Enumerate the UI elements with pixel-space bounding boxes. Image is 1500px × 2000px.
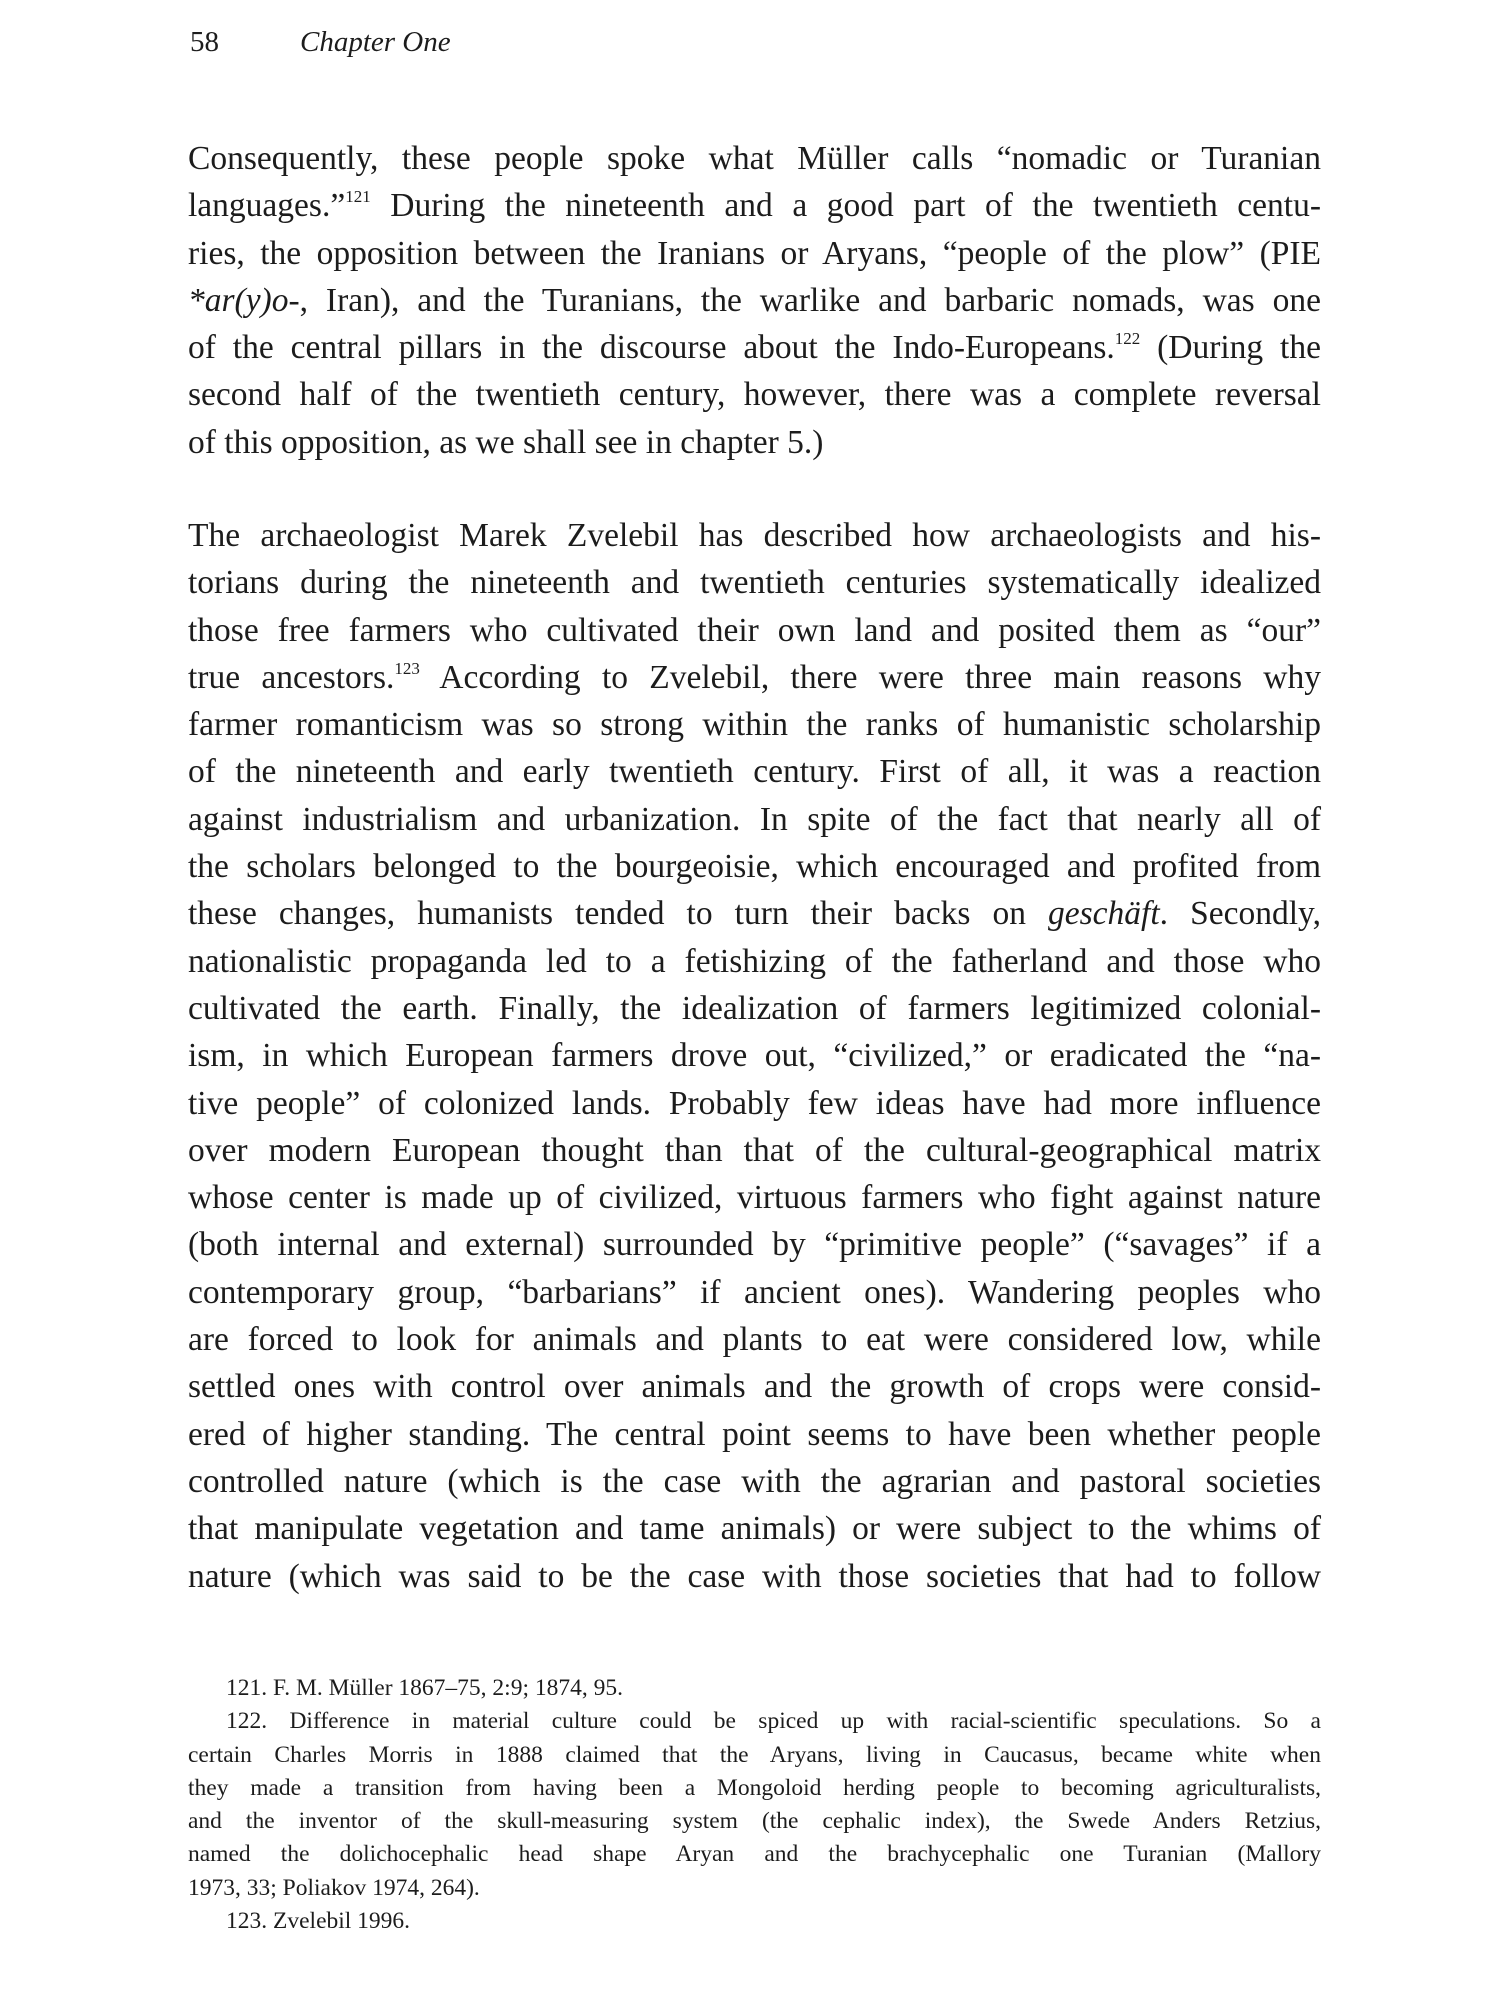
footnote-ref-123[interactable]: 123 [394, 658, 420, 678]
text-run: According to Zvelebil, there were three main reasons why [419, 658, 1321, 696]
text-line: contemporary group, “barbarians” if ancient ones). Wandering peoples who [188, 1273, 1321, 1311]
text-line: of the nineteenth and early twentieth century. First of all, it was a reaction [188, 753, 1321, 791]
text-line: cultivated the earth. Finally, the idealization of farmers legitimized colonial- [188, 989, 1321, 1027]
text-run: During the nineteenth and a good part of the twentieth centu- [370, 187, 1321, 225]
text-line: tive people” of colonized lands. Probably few ideas have had more influence [188, 1084, 1321, 1122]
text-line: torians during the nineteenth and twentieth centuries systematically idealized [188, 564, 1321, 602]
text-line: the scholars belonged to the bourgeoisie, which encouraged and profited from [188, 848, 1321, 886]
text-line: nature (which was said to be the case with those societies that had to follow [188, 1557, 1321, 1595]
text-line: The archaeologist Marek Zvelebil has described how archaeologists and his- [188, 517, 1321, 554]
text-line: of this opposition, as we shall see in chapter 5.) [188, 423, 824, 461]
text-run: , Iran), and the Turanians, the warlike and barbaric nomads, was one [299, 281, 1321, 319]
text-run: these changes, humanists tended to turn their backs on [188, 895, 1049, 933]
footnote-ref-122[interactable]: 122 [1114, 329, 1141, 349]
text-line: Consequently, these people spoke what Müller calls “nomadic or Turanian [188, 140, 1321, 177]
italic-term: *ar(y)o- [188, 281, 300, 319]
text-run: . Secondly, [1159, 895, 1321, 933]
text-line [188, 324, 1321, 371]
text-line: (both internal and external) surrounded by “primitive people” (“savages” if a [188, 1226, 1321, 1264]
running-head [190, 22, 451, 62]
text-run: (During the [1140, 329, 1321, 367]
text-line: that manipulate vegetation and tame animals) or were subject to the whims of [188, 1510, 1321, 1548]
text-line: ism, in which European farmers drove out, “civilized,” or eradicated the “na- [188, 1037, 1321, 1075]
text-line: are forced to look for animals and plants to eat were considered low, while [188, 1321, 1321, 1359]
footnotes [188, 1672, 1321, 1938]
footnote-122-line: and the inventor of the skull-measuring system (the cephalic index), the Swede Anders Retzius, [188, 1808, 1321, 1835]
text-line: nationalistic propaganda led to a fetishizing of the fatherland and those who [188, 942, 1321, 980]
text-line [188, 654, 1321, 701]
text-line: ries, the opposition between the Iranians or Aryans, “people of the plow” (PIE [188, 234, 1321, 272]
text-line: second half of the twentieth century, however, there was a complete reversal [188, 376, 1321, 414]
text-line [188, 277, 1321, 324]
body-paragraph-1 [188, 135, 1321, 466]
body-paragraph-2 [188, 512, 1321, 1600]
text-run: true ancestors. [188, 658, 395, 696]
footnote-122-line: certain Charles Morris in 1888 claimed that the Aryans, living in Caucasus, became white when [188, 1741, 1321, 1768]
text-line [188, 890, 1321, 937]
chapter-title: Chapter One [300, 26, 451, 58]
text-run: languages.” [188, 187, 346, 225]
footnote-122-line: they made a transition from having been a Mongoloid herding people to becoming agriculturalists, [188, 1774, 1321, 1801]
text-line [188, 182, 1321, 229]
text-line: over modern European thought than that of the cultural-geographical matrix [188, 1131, 1321, 1169]
text-line: farmer romanticism was so strong within the ranks of humanistic scholarship [188, 706, 1321, 744]
footnote-122-line: 122. Difference in material culture could be spiced up with racial-scientific speculations. So a [226, 1708, 1321, 1735]
footnote-121: 121. F. M. Müller 1867–75, 2:9; 1874, 95. [226, 1675, 623, 1701]
text-line: against industrialism and urbanization. In spite of the fact that nearly all of [188, 800, 1321, 838]
text-line: those free farmers who cultivated their own land and posited them as “our” [188, 611, 1321, 649]
page-number: 58 [190, 26, 219, 58]
text-line: settled ones with control over animals and the growth of crops were consid- [188, 1368, 1321, 1406]
footnote-ref-121[interactable]: 121 [345, 187, 371, 207]
text-line: controlled nature (which is the case with the agrarian and pastoral societies [188, 1462, 1321, 1500]
footnote-123: 123. Zvelebil 1996. [226, 1908, 411, 1935]
text-line: ered of higher standing. The central point seems to have been whether people [188, 1415, 1321, 1453]
italic-term: geschäft [1048, 895, 1160, 933]
text-line: whose center is made up of civilized, virtuous farmers who fight against nature [188, 1179, 1321, 1217]
text-run: of the central pillars in the discourse about the Indo-Europeans. [188, 329, 1115, 367]
footnote-122-line: named the dolichocephalic head shape Aryan and the brachycephalic one Turanian (Mallory [188, 1841, 1321, 1868]
footnote-122-line: 1973, 33; Poliakov 1974, 264). [188, 1874, 480, 1901]
